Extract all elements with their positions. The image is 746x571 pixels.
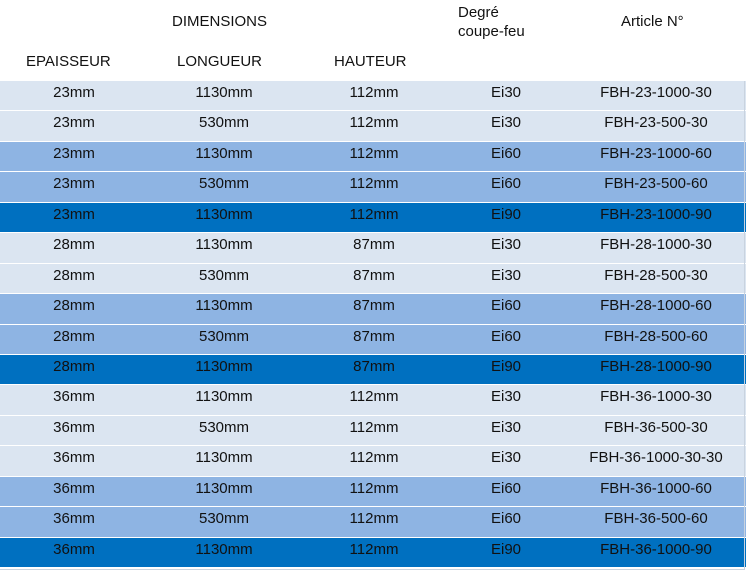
cell-article: FBH-23-500-30 <box>604 114 708 132</box>
cell-hauteur: 112mm <box>349 205 399 223</box>
cell-degre: Ei60 <box>490 327 522 345</box>
cell-epaisseur: 28mm <box>53 327 95 345</box>
cell-longueur: 1130mm <box>195 236 253 254</box>
cell-longueur: 1130mm <box>195 205 253 223</box>
cell-degre: Ei60 <box>490 144 522 162</box>
cell-hauteur: 112mm <box>349 114 399 132</box>
header-longueur: LONGUEUR <box>177 53 263 70</box>
cell-article: FBH-28-500-60 <box>604 327 708 345</box>
cell-hauteur: 112mm <box>349 449 399 467</box>
cell-hauteur: 112mm <box>349 175 399 193</box>
cell-article: FBH-28-500-30 <box>604 266 708 284</box>
cell-longueur: 1130mm <box>195 479 253 497</box>
cell-article: FBH-36-500-30 <box>604 418 708 436</box>
table-row <box>0 172 746 202</box>
cell-article: FBH-28-1000-60 <box>600 297 712 315</box>
cell-longueur: 1130mm <box>195 449 253 467</box>
table-row <box>0 416 746 446</box>
cell-hauteur: 112mm <box>349 540 399 558</box>
cell-degre: Ei30 <box>490 266 522 284</box>
cell-hauteur: 87mm <box>353 327 395 345</box>
cell-degre: Ei90 <box>490 205 522 223</box>
cell-epaisseur: 28mm <box>53 266 95 284</box>
table-row <box>0 264 746 294</box>
cell-epaisseur: 36mm <box>53 388 95 406</box>
header-article: Article N° <box>621 13 684 30</box>
cell-degre: Ei90 <box>490 540 522 558</box>
cell-degre: Ei90 <box>490 357 522 375</box>
table-row <box>0 477 746 507</box>
cell-epaisseur: 28mm <box>53 357 95 375</box>
cell-longueur: 530mm <box>198 510 250 528</box>
cell-longueur: 530mm <box>198 418 250 436</box>
cell-epaisseur: 28mm <box>53 297 95 315</box>
header-dimensions: DIMENSIONS <box>172 13 268 30</box>
cell-longueur: 530mm <box>198 266 250 284</box>
cell-degre: Ei30 <box>490 449 522 467</box>
cell-epaisseur: 23mm <box>53 84 95 101</box>
table-row <box>0 233 746 263</box>
cell-epaisseur: 36mm <box>53 449 95 467</box>
cell-epaisseur: 36mm <box>53 510 95 528</box>
cell-epaisseur: 23mm <box>53 114 95 132</box>
cell-article: FBH-23-500-60 <box>604 175 708 193</box>
cell-degre: Ei30 <box>490 84 522 101</box>
cell-degre: Ei30 <box>490 236 522 254</box>
cell-hauteur: 112mm <box>349 479 399 497</box>
cell-longueur: 1130mm <box>195 540 253 558</box>
cell-degre: Ei60 <box>490 297 522 315</box>
cell-degre: Ei60 <box>490 510 522 528</box>
cell-article: FBH-28-1000-30 <box>600 236 712 254</box>
cell-epaisseur: 36mm <box>53 479 95 497</box>
cell-epaisseur: 36mm <box>53 540 95 558</box>
cell-article: FBH-36-500-60 <box>604 510 708 528</box>
cell-longueur: 1130mm <box>195 357 253 375</box>
cell-epaisseur: 23mm <box>53 144 95 162</box>
table-body <box>0 81 746 568</box>
cell-degre: Ei30 <box>490 388 522 406</box>
table-row <box>0 446 746 476</box>
cell-epaisseur: 23mm <box>53 175 95 193</box>
table-header <box>0 0 746 81</box>
table-row <box>0 538 746 568</box>
cell-hauteur: 87mm <box>353 236 395 254</box>
cell-hauteur: 87mm <box>353 357 395 375</box>
table-row <box>0 81 746 111</box>
cell-degre: Ei30 <box>490 114 522 132</box>
cell-hauteur: 112mm <box>349 84 399 101</box>
cell-article: FBH-36-1000-30 <box>600 388 712 406</box>
table-row <box>0 142 746 172</box>
cell-article: FBH-36-1000-90 <box>600 540 712 558</box>
cell-article: FBH-28-1000-90 <box>600 357 712 375</box>
cell-hauteur: 112mm <box>349 510 399 528</box>
cell-degre: Ei30 <box>490 418 522 436</box>
table-row <box>0 203 746 233</box>
cell-epaisseur: 23mm <box>53 205 95 223</box>
table-row <box>0 355 746 385</box>
cell-epaisseur: 28mm <box>53 236 95 254</box>
header-hauteur: HAUTEUR <box>334 53 407 70</box>
table-row <box>0 507 746 537</box>
cell-longueur: 1130mm <box>195 84 253 101</box>
cell-longueur: 530mm <box>198 327 250 345</box>
cell-hauteur: 112mm <box>349 418 399 436</box>
cell-hauteur: 112mm <box>349 144 399 162</box>
cell-longueur: 1130mm <box>195 297 253 315</box>
cell-article: FBH-23-1000-60 <box>600 144 712 162</box>
header-degre-line2: coupe-feu <box>458 23 525 40</box>
table-row <box>0 385 746 415</box>
cell-article: FBH-23-1000-30 <box>600 84 712 101</box>
cell-longueur: 1130mm <box>195 144 253 162</box>
cell-longueur: 530mm <box>198 114 250 132</box>
header-degre-line1: Degré <box>458 4 499 21</box>
table-row <box>0 294 746 324</box>
table-row <box>0 111 746 141</box>
cell-hauteur: 87mm <box>353 266 395 284</box>
header-epaisseur: EPAISSEUR <box>26 53 111 70</box>
cell-article: FBH-36-1000-30-30 <box>589 449 723 467</box>
cell-hauteur: 112mm <box>349 388 399 406</box>
cell-degre: Ei60 <box>490 479 522 497</box>
cell-longueur: 530mm <box>198 175 250 193</box>
table-row <box>0 325 746 355</box>
cell-article: FBH-23-1000-90 <box>600 205 712 223</box>
cell-degre: Ei60 <box>490 175 522 193</box>
cell-hauteur: 87mm <box>353 297 395 315</box>
cell-article: FBH-36-1000-60 <box>600 479 712 497</box>
cell-longueur: 1130mm <box>195 388 253 406</box>
cell-epaisseur: 36mm <box>53 418 95 436</box>
